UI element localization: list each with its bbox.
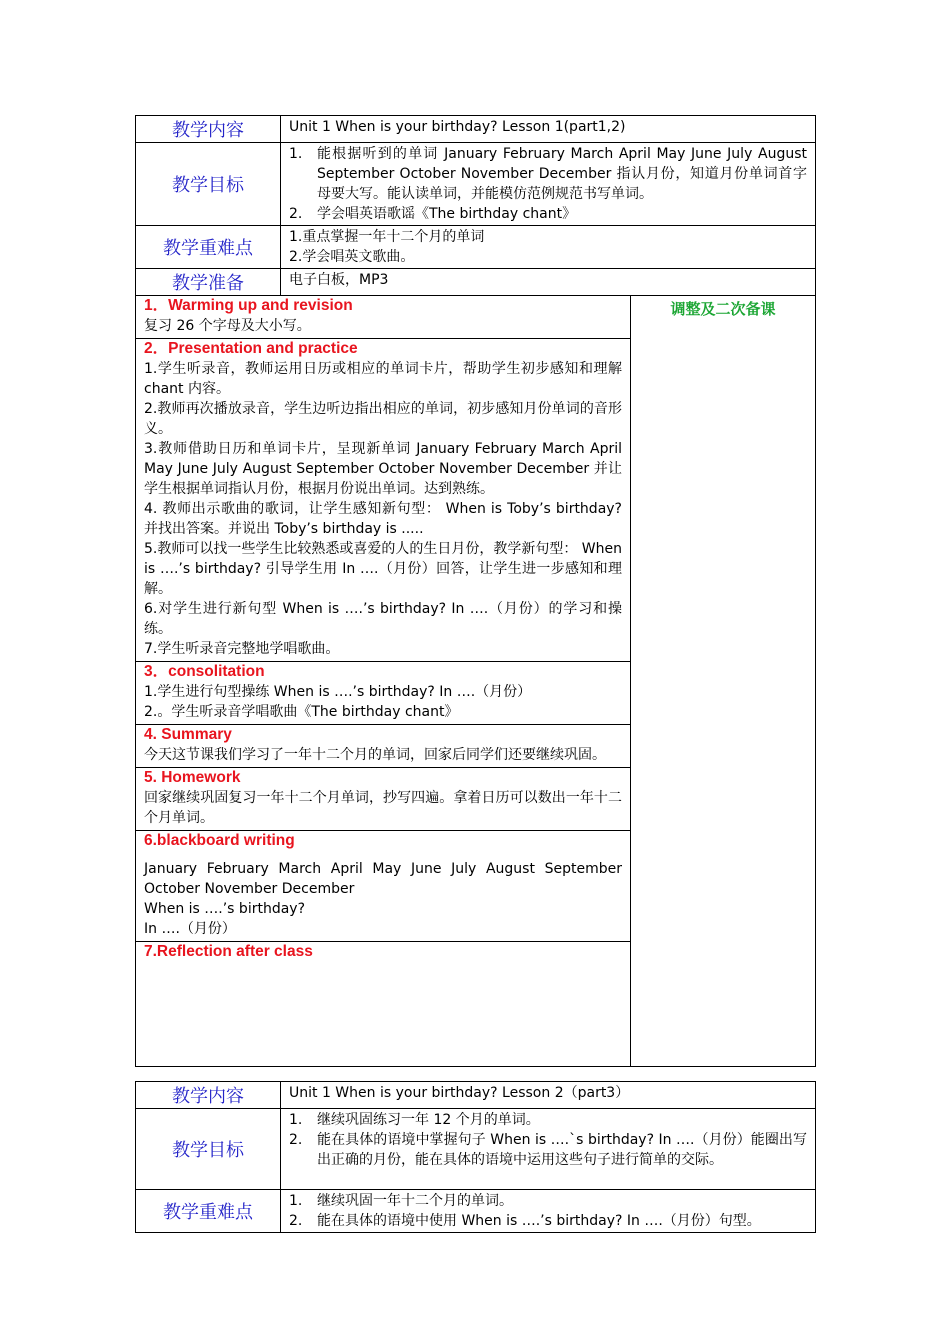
content-value: Unit 1 When is your birthday? Lesson 1(part1,2) — [281, 116, 816, 143]
content-value: Unit 1 When is your birthday? Lesson 2（part3） — [281, 1082, 816, 1109]
section-homework — [136, 767, 630, 830]
section-line: 6.对学生进行新句型 When is ….’s birthday? In ….（月份）的学习和操练。 — [144, 601, 622, 637]
procedure-cell — [136, 296, 631, 1067]
revision-notes-column: 调整及二次备课 — [631, 296, 816, 1067]
key-point: 1. 继续巩固一年十二个月的单词。 — [289, 1193, 513, 1209]
section-line: When is ….’s birthday? — [144, 901, 306, 917]
section-line: 复习 26 个字母及大小写。 — [144, 318, 311, 334]
section-title: 2．Presentation and practice — [144, 340, 358, 357]
lesson-plan-table-2 — [135, 1081, 816, 1233]
prep-label: 教学准备 — [136, 269, 281, 296]
goals-label: 教学目标 — [136, 1109, 281, 1190]
section-line: 4. 教师出示歌曲的歌词，让学生感知新句型： When is Toby’s birthday? 并找出答案。并说出 Toby’s birthday is ..... — [144, 501, 622, 537]
key-point: 1.重点掌握一年十二个月的单词 — [289, 229, 485, 245]
key-points-label: 教学重难点 — [136, 226, 281, 269]
section-line: 今天这节课我们学习了一年十二个月的单词，回家后同学们还要继续巩固。 — [144, 747, 606, 763]
section-line: January February March April May June July August September October November December — [144, 861, 622, 897]
section-summary — [136, 724, 630, 767]
section-title: 3．consolitation — [144, 663, 265, 680]
goal-item: 1. 继续巩固练习一年 12 个月的单词。 — [289, 1112, 540, 1128]
goal-item: 2. 学会唱英语歌谣《The birthday chant》 — [289, 206, 577, 222]
goals-label: 教学目标 — [136, 143, 281, 226]
goals-cell — [281, 1109, 816, 1190]
key-points-cell — [281, 226, 816, 269]
key-point: 2.学会唱英文歌曲。 — [289, 249, 415, 265]
key-points-label: 教学重难点 — [136, 1190, 281, 1233]
section-warming-up — [136, 296, 630, 338]
section-title: 5. Homework — [144, 769, 241, 786]
lesson-plan-table-1 — [135, 115, 816, 1067]
section-title: 4. Summary — [144, 726, 232, 743]
section-line: 5.教师可以找一些学生比较熟悉或喜爱的人的生日月份，教学新句型： When is ….’s birthday? 引导学生用 In ….（月份）回答，让学生进一步感知和理解。 — [144, 541, 623, 597]
section-line: 1.学生进行句型操练 When is ….’s birthday? In ….（月份） — [144, 684, 532, 700]
section-blackboard — [136, 830, 630, 941]
section-title: 6.blackboard writing — [144, 832, 295, 849]
section-line: 2.。学生听录音学唱歌曲《The birthday chant》 — [144, 704, 459, 720]
prep-value: 电子白板，MP3 — [281, 269, 816, 296]
section-line: 1.学生听录音，教师运用日历或相应的单词卡片，帮助学生初步感知和理解 chant 内容。 — [144, 361, 622, 397]
section-line: In ….（月份） — [144, 921, 236, 937]
section-reflection — [136, 941, 630, 964]
section-line: 7.学生听录音完整地学唱歌曲。 — [144, 641, 340, 657]
goals-cell — [281, 143, 816, 226]
section-line: 2.教师再次播放录音，学生边听边指出相应的单词，初步感知月份单词的音形义。 — [144, 401, 622, 437]
key-point: 2. 能在具体的语境中使用 When is ….’s birthday? In ….（月份）句型。 — [289, 1213, 761, 1229]
goal-item: 1. 能根据听到的单词 January February March April May June July August September October November December 指认月份，知道月份单词首字母要大写。能认读单词，并能模仿范例规范书写单词。 — [289, 146, 807, 202]
section-line: 回家继续巩固复习一年十二个月单词，抄写四遍。拿着日历可以数出一年十二个月单词。 — [144, 790, 622, 826]
section-line: 3.教师借助日历和单词卡片，呈现新单词 January February March April May June July August September October November December 并让学生根据单词指认月份，根据月份说出单词。达到熟练。 — [144, 441, 622, 497]
content-label: 教学内容 — [136, 1082, 281, 1109]
key-points-cell — [281, 1190, 816, 1233]
section-title: 7.Reflection after class — [144, 943, 313, 960]
section-presentation — [136, 338, 630, 661]
section-consolidation — [136, 661, 630, 724]
content-label: 教学内容 — [136, 116, 281, 143]
section-title: 1．Warming up and revision — [144, 297, 353, 314]
goal-item: 2. 能在具体的语境中掌握句子 When is ….`s birthday? In ….（月份）能圈出写出正确的月份，能在具体的语境中运用这些句子进行简单的交际。 — [289, 1132, 807, 1168]
